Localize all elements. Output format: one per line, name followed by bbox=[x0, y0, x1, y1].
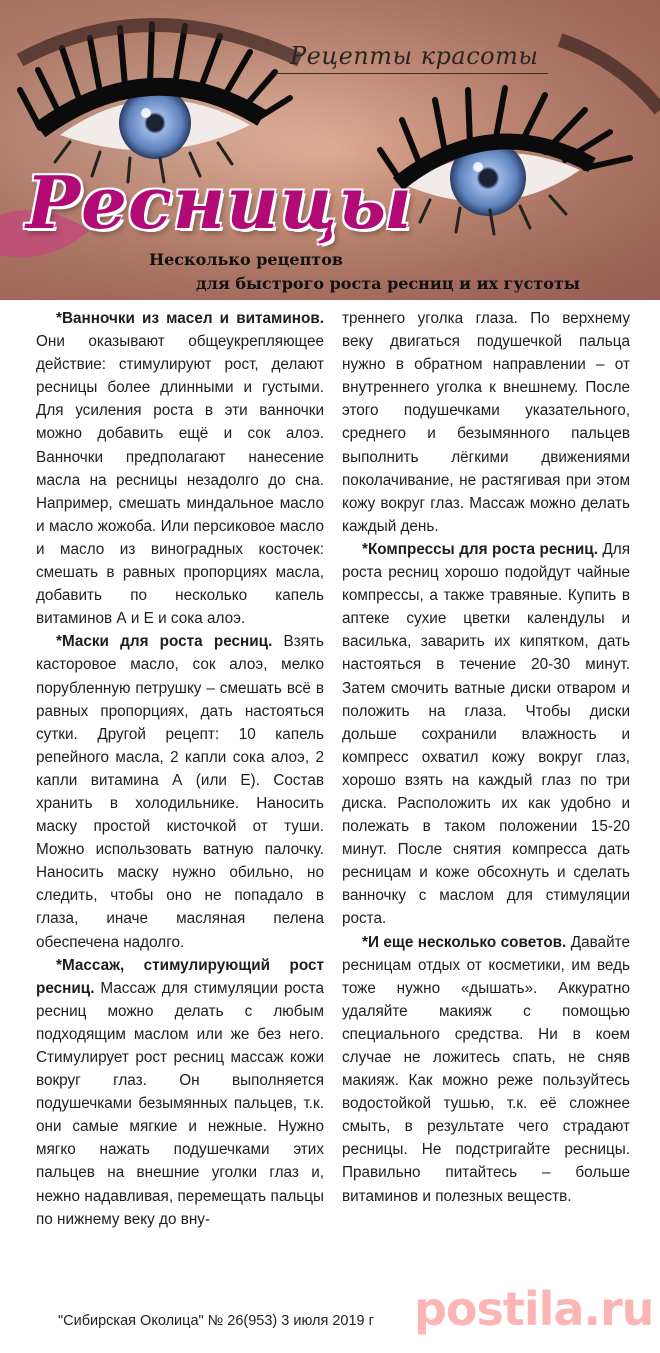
section-heading-compresses: *Компрессы для роста ресниц. bbox=[362, 540, 598, 558]
section-heading-massage: *Массаж, стимулирующий рост ресниц. bbox=[36, 956, 324, 997]
section-text-compresses: Для роста ресниц хорошо подойдут чайные компрессы, а также травяные. Купить в аптеке сухие цветки календулы и василька, заварить их кипятком, дать настояться в течение 20-30 минут. Затем смочить ватные диски отваром и положить на глаза. Чтобы диски дольше сохранили влажность и компресс охватил кожу вокруг глаз, хорошо взять на каждый глаз по три диска. Расположить их как удобно и полежать в таком положении 15-20 минут. После снятия компресса дать ресницам и коже обсохнуть и сделать ванночку с маслом для стимуляции роста. bbox=[342, 540, 630, 928]
rubric-label: Рецепты красоты bbox=[290, 42, 539, 70]
section-text-tips: Давайте ресницам отдых от косметики, им ведь тоже нужно «дышать». Аккуратно удаляйте макияж с помощью специального средства. Ни в коем случае не ложитесь спать, не сняв макияж. Как можно реже пользуйтесь водостойкой тушью, т.к. её сложнее смыть, в результате чего страдают ресницы. Не подстригайте ресницы. Правильно питайтесь – больше витаминов и полезных веществ. bbox=[342, 933, 630, 1205]
section-text-massage: Массаж для стимуляции роста ресниц можно делать с любым подходящим маслом или же без него. Стимулирует рост ресниц массаж кожи вокруг глаз. Он выполняется подушечками безымянных пальцев, т.к. они самые мягкие и нежные. Нужно мягко нажать подушечками этих пальцев на внешние уголки глаз и, нежно надавливая, перемещать пальцы по нижнему веку до вну- bbox=[36, 979, 324, 1228]
article-title: Ресницы bbox=[26, 160, 413, 245]
paragraph-massage bbox=[36, 954, 324, 1231]
subtitle-line-1: Несколько рецептов bbox=[149, 250, 343, 269]
paragraph-tips bbox=[342, 931, 630, 1208]
subtitle-line-2: для быстрого роста ресниц и их густоты bbox=[196, 274, 580, 293]
watermark: postila.ru bbox=[414, 1282, 654, 1336]
section-heading-masks: *Маски для роста ресниц. bbox=[56, 633, 273, 651]
paragraph-oil-baths bbox=[36, 307, 324, 630]
section-heading-oil-baths: *Ванночки из масел и витаминов. bbox=[56, 310, 324, 327]
paragraph-compresses bbox=[342, 538, 630, 931]
section-heading-tips: *И еще несколько советов. bbox=[362, 933, 567, 951]
source-footer: "Сибирская Околица" № 26(953) 3 июля 2019 г bbox=[58, 1313, 374, 1329]
section-text-oil-baths: Они оказывают общеукрепляющее действие: стимулируют рост, делают ресницы более длинными и густыми. Для усиления роста в эти ванночки можно добавить ещё и сок алоэ. Ванночки предполагают нанесение масла на ресницы незадолго до сна. Например, смешать миндальное масло и масло жожоба. Или персиковое масло и масло из виноградных косточек: смешать в равных пропорциях масла, добавить по несколько капель витаминов А и Е и сока алоэ. bbox=[36, 333, 324, 628]
paragraph-massage-continued bbox=[342, 307, 630, 538]
left-column bbox=[36, 307, 324, 1231]
section-text-masks: Взять касторовое масло, сок алоэ, мелко порубленную петрушку – смешать всё в равных пропорциях, дать настояться сутки. Другой рецепт: 10 капель репейного масла, 2 капли сока алоэ, 2 капли витамина А (или Е). Состав хранить в холодильнике. Наносить маску простой кисточкой от туши. Можно использовать ватную палочку. Наносить маску нужно обильно, но следить, чтобы оно не попадало в глаза, иначе масляная пелена обеспечена надолго. bbox=[36, 633, 324, 951]
right-column bbox=[342, 307, 630, 1208]
rubric-underline bbox=[276, 73, 548, 74]
paragraph-masks bbox=[36, 630, 324, 953]
section-text-massage-continued: треннего уголка глаза. По верхнему веку двигаться подушечкой пальца нужно в обратном направлении – от внутреннего уголка к внешнему. После этого подушечками указательного, среднего и безымянного пальцев выполнить лёгкими движениями поколачивание, не растягивая при этом кожу вокруг глаз. Массаж можно делать каждый день. bbox=[342, 310, 630, 535]
header-photo bbox=[0, 0, 660, 300]
